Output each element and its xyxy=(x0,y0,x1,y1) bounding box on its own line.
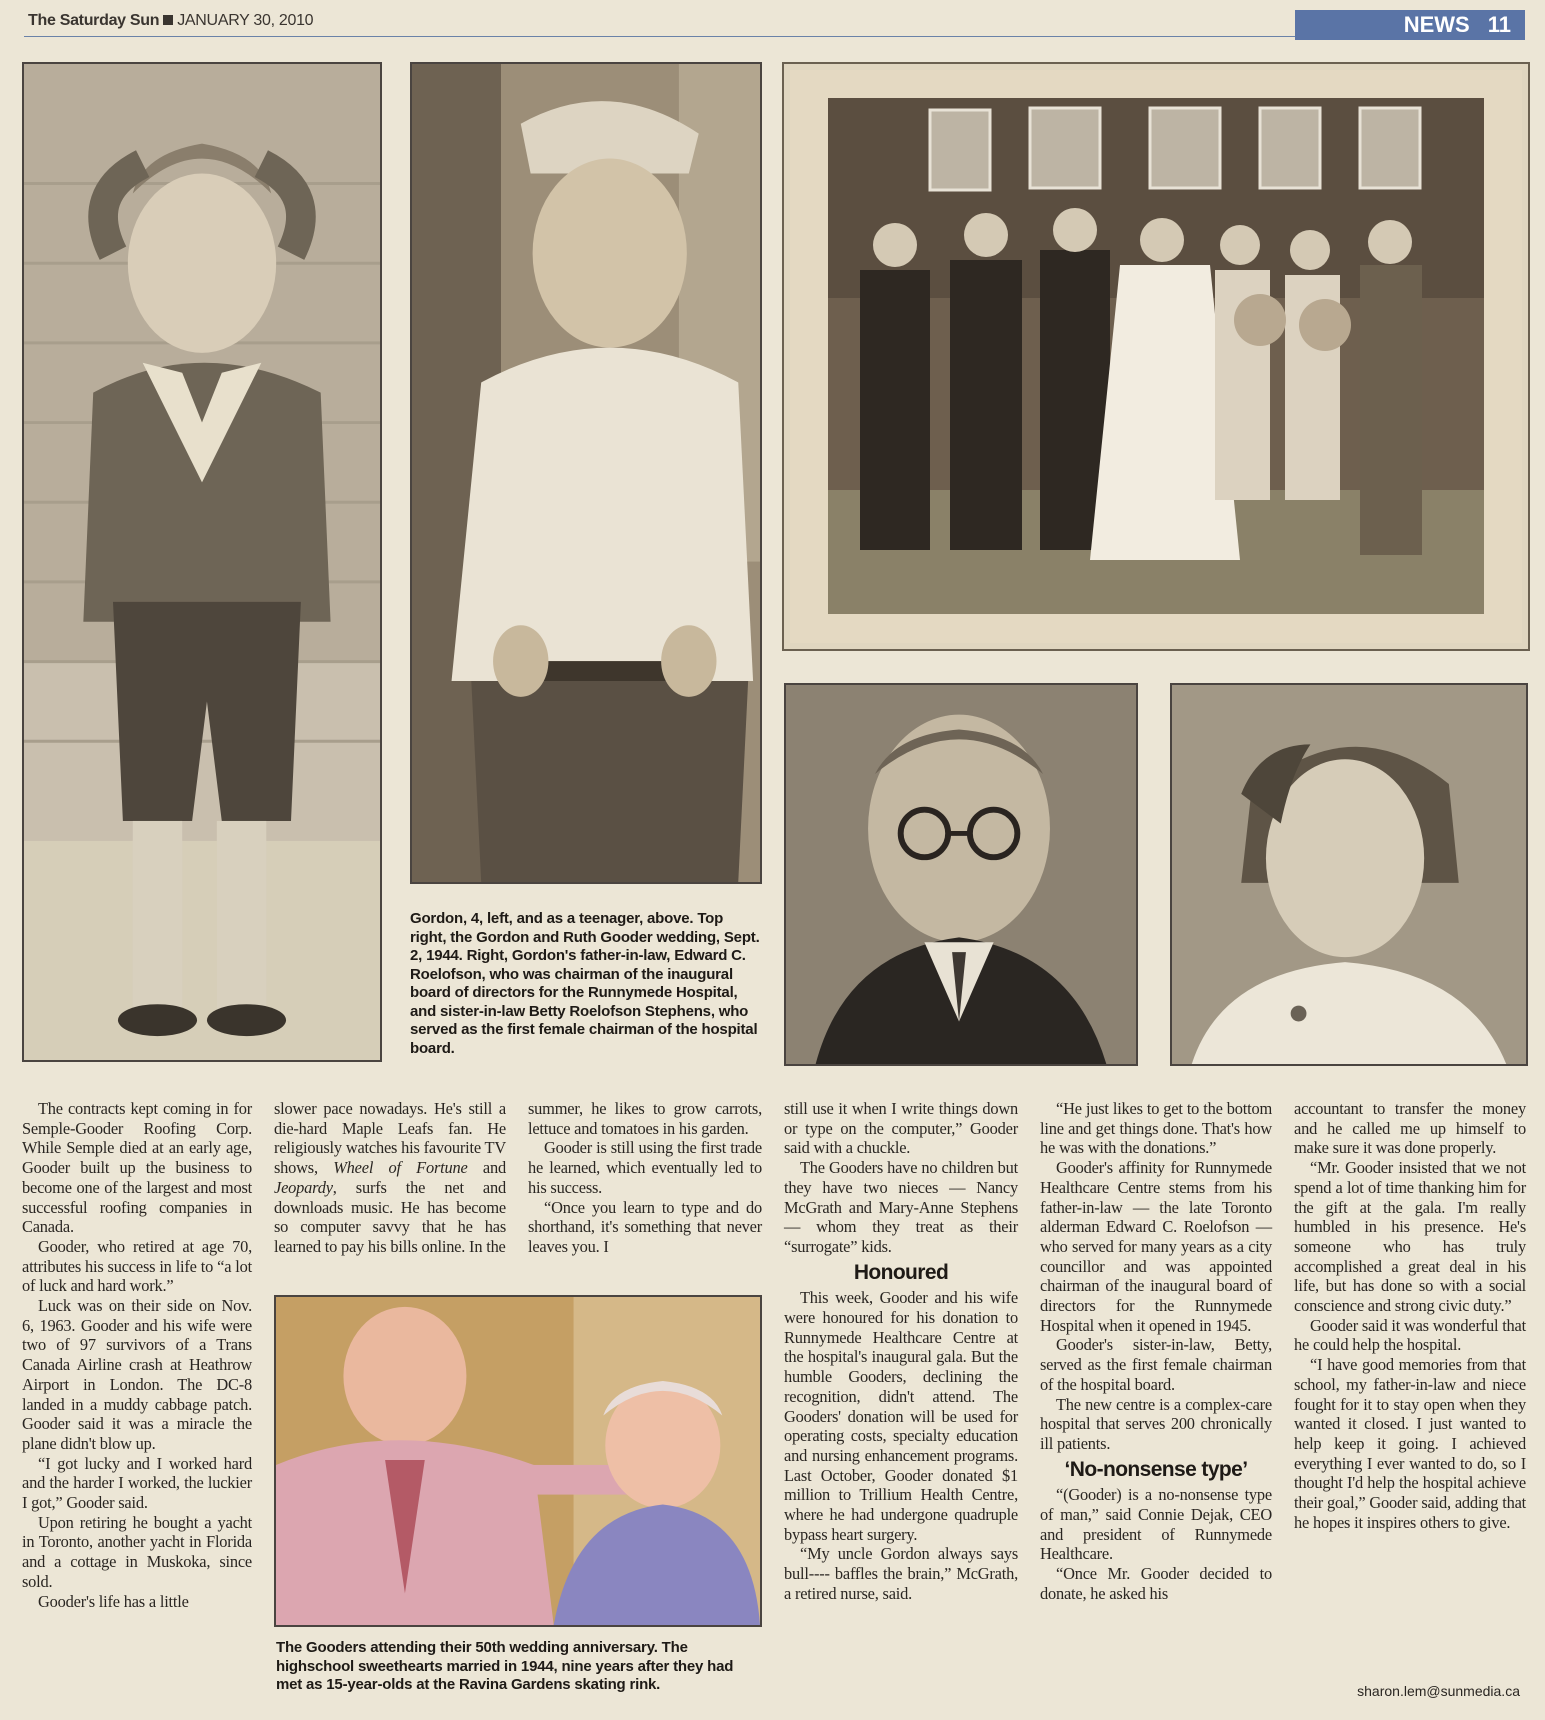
col2-text-and: and xyxy=(467,1158,506,1178)
section-badge xyxy=(1295,10,1525,40)
show-title-2: Jeopardy xyxy=(274,1177,333,1197)
couple-photo xyxy=(274,1295,762,1627)
subhead-honoured: Honoured xyxy=(853,1260,949,1284)
col3-para-1: summer, he likes to grow carrots, lettuce and tomatoes in his garden. xyxy=(528,1099,762,1138)
issue-date: JANUARY 30, 2010 xyxy=(177,12,314,29)
col3-para-2: Gooder is still using the first trade he learned, which eventually led to his success. xyxy=(528,1138,762,1197)
wedding-photo xyxy=(784,64,1528,649)
show-title-1: Wheel of Fortune xyxy=(333,1158,468,1178)
author-email[interactable]: sharon.lem@sunmedia.ca xyxy=(1357,1683,1520,1699)
col5-para-6: “Once Mr. Gooder decided to donate, he asked his xyxy=(1040,1564,1272,1603)
article-column-1 xyxy=(22,1099,252,1611)
col5-para-4: The new centre is a complex-care hospital that serves 200 chronically ill patients. xyxy=(1040,1394,1272,1453)
col2-text-a: slower pace nowadays. He's still a die-hard Maple Leafs fan. He religiously watches his favourite TV shows, xyxy=(274,1099,506,1178)
woman-portrait xyxy=(1170,683,1528,1066)
child-photo-illustration xyxy=(24,64,380,1060)
photo-caption-couple: The Gooders attending their 50th wedding anniversary. The highschool sweethearts married in 1944, nine years after they had met as 15-year-olds at the Ravina Gardens skating rink. xyxy=(276,1639,734,1693)
page-header xyxy=(0,0,1545,40)
col6-para-4: “I have good memories from that school, my father-in-law and niece fought for it to stay open when they wanted it closed. I just wanted to help keep it going. I achieved everything I ever wanted to do, so I thought I'd help the hospital achieve their goal,” Gooder said, adding that he hopes it inspires others to give. xyxy=(1294,1355,1526,1532)
col5-para-5: “(Gooder) is a no-nonsense type of man,” said Connie Dejak, CEO and president of Runnymede Healthcare. xyxy=(1040,1485,1272,1564)
paper-name: The Saturday Sun xyxy=(28,12,160,29)
photo-caption-main: Gordon, 4, left, and as a teenager, above. Top right, the Gordon and Ruth Gooder wedding, Sept. 2, 1944. Right, Gordon's father-in-law, Edward C. Roelofson, who was chairman of the inaugural board of directors for the Runnymede Hospital, and sister-in-law Betty Roelofson Stephens, who served as the first female chairman of the hospital board. xyxy=(410,910,760,1057)
article-column-2 xyxy=(274,1099,506,1257)
article-column-5 xyxy=(1040,1099,1272,1604)
col5-para-2: Gooder's affinity for Runnymede Healthcare Centre stems from his father-in-law — the late Toronto alderman Edward C. Roelofson — who served for many years as a city councillor and was appointed chairman of the inaugural board of directors for the Runnymede Hospital when it opened in 1945. xyxy=(1040,1158,1272,1335)
col5-para-3: Gooder's sister-in-law, Betty, served as the first female chairman of the hospital board. xyxy=(1040,1335,1272,1394)
masthead xyxy=(28,12,313,30)
col4-para-2: The Gooders have no children but they have two nieces — Nancy McGrath and Mary-Anne Stephens — whom they treat as their “surrogate” kids. xyxy=(784,1158,1018,1256)
separator-square xyxy=(163,15,173,25)
child-photo xyxy=(22,62,382,1062)
article-column-4 xyxy=(784,1099,1018,1604)
col4-para-4: “My uncle Gordon always says bull---- baffles the brain,” McGrath, a retired nurse, said. xyxy=(784,1544,1018,1603)
col1-para-1: The contracts kept coming in for Semple-Gooder Roofing Corp. While Semple died at an early age, Gooder built up the business to become one of the largest and most successful roofing companies in Canada. xyxy=(22,1099,252,1237)
section-name: NEWS xyxy=(1403,12,1470,37)
teen-photo xyxy=(410,62,762,884)
man-portrait-illustration xyxy=(786,685,1136,1064)
col2-text-b: , surfs the net and downloads music. He has become so computer savvy that he has learned to pay his bills online. In the xyxy=(274,1177,506,1256)
col2-para-1 xyxy=(274,1099,506,1257)
article-column-6 xyxy=(1294,1099,1526,1532)
col4-para-1: still use it when I write things down or type on the computer,” Gooder said with a chuckle. xyxy=(784,1099,1018,1158)
col5-para-1: “He just likes to get to the bottom line and get things done. That's how he was with the donations.” xyxy=(1040,1099,1272,1158)
teen-photo-illustration xyxy=(412,64,760,882)
col1-para-5: Upon retiring he bought a yacht in Toronto, another yacht in Florida and a cottage in Muskoka, since sold. xyxy=(22,1512,252,1591)
page-number: 11 xyxy=(1487,12,1511,37)
wedding-photo-illustration xyxy=(790,70,1522,643)
article-column-3 xyxy=(528,1099,762,1257)
col1-para-2: Gooder, who retired at age 70, attributes his success in life to “a lot of luck and hard work.” xyxy=(22,1236,252,1296)
col1-para-4: “I got lucky and I worked hard and the harder I worked, the luckier I got,” Gooder said. xyxy=(22,1453,252,1513)
subhead-no-nonsense: ‘No-nonsense type’ xyxy=(1064,1457,1248,1481)
couple-photo-illustration xyxy=(276,1297,760,1625)
col6-para-3: Gooder said it was wonderful that he could help the hospital. xyxy=(1294,1315,1526,1355)
col6-para-1: accountant to transfer the money and he called me up himself to make sure it was done properly. xyxy=(1294,1099,1526,1158)
col4-para-3: This week, Gooder and his wife were honoured for his donation to Runnymede Healthcare Centre at the hospital's inaugural gala. But the humble Gooders, declining the recognition, didn't attend. The Gooders' donation will be used for operating costs, specialty education and nursing enhancement programs. Last October, Gooder donated $1 million to Trillium Health Centre, where he had undergone quadruple bypass heart surgery. xyxy=(784,1288,1018,1544)
col3-para-3: “Once you learn to type and do shorthand, it's something that never leaves you. I xyxy=(528,1197,762,1256)
col1-para-3: Luck was on their side on Nov. 6, 1963. Gooder and his wife were two of 97 survivors of a Trans Canada Airline crash at Heathrow Airport in London. The DC-8 landed in a muddy cabbage patch. Gooder said it was a miracle the plane didn't blow up. xyxy=(22,1296,252,1453)
col1-para-6: Gooder's life has a little xyxy=(38,1591,189,1611)
col6-para-2: “Mr. Gooder insisted that we not spend a lot of time thanking him for the gift at the gala. I'm really humbled in his presence. He's someone who has truly accomplished a great deal in his life, but has done so with a social conscience and strong civic duty.” xyxy=(1294,1158,1526,1316)
man-portrait xyxy=(784,683,1138,1066)
woman-portrait-illustration xyxy=(1172,685,1526,1064)
